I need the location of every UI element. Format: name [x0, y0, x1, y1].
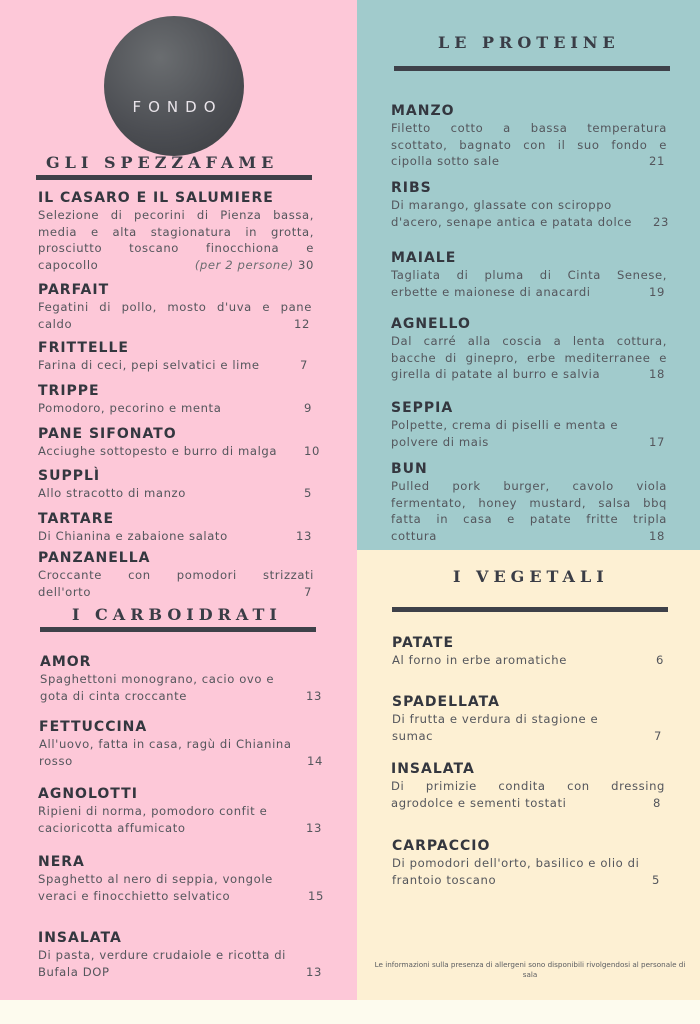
menu-item [38, 189, 314, 273]
item-description: d'acero, senape antica e patata dolce [391, 214, 632, 229]
item-name: AGNOLOTTI [38, 786, 138, 802]
section-title-vegetali: I VEGETALI [453, 567, 609, 586]
item-price: 12 [294, 316, 310, 331]
menu-item [38, 510, 314, 545]
item-description: cipolla sotto sale [391, 154, 500, 169]
menu-item [391, 460, 667, 544]
item-price: 23 [653, 214, 669, 229]
bottom-strip [0, 1000, 700, 1024]
menu-item [38, 929, 322, 980]
item-description: fermentato, honey mustard, salsa bbq [391, 495, 667, 510]
menu-item [38, 467, 314, 502]
item-description: capocollo [38, 257, 99, 272]
item-description: cacioricotta affumicato [38, 820, 186, 835]
item-price: 5 [304, 486, 312, 500]
item-name: PARFAIT [38, 282, 110, 298]
menu-item [38, 549, 314, 600]
item-price: 5 [652, 872, 660, 887]
menu-item [38, 425, 320, 460]
item-last-line [391, 284, 667, 301]
item-name: CARPACCIO [392, 838, 491, 854]
item-name: FRITTELLE [38, 340, 129, 356]
menu-item [40, 653, 322, 704]
menu-item [391, 315, 667, 383]
menu-item [38, 382, 314, 417]
item-description: Pomodoro, pecorino e menta [38, 401, 222, 415]
item-price: 13 [296, 529, 312, 543]
item-description: sumac [392, 728, 434, 743]
item-last-line [38, 820, 322, 837]
item-price: 10 [304, 444, 320, 458]
item-last-line [39, 753, 323, 770]
item-price: 8 [653, 795, 661, 810]
item-description: Tagliata di pluma di Cinta Senese, [391, 268, 667, 282]
menu-item [392, 634, 666, 669]
section-title-spezzafame: GLI SPEZZAFAME [46, 153, 279, 172]
item-description: fatta in casa e patate fritte tripla [391, 512, 667, 527]
item-price: 13 [306, 820, 322, 835]
menu-item [391, 249, 667, 300]
item-description: erbette e maionese di anacardi [391, 284, 591, 299]
item-last-line [38, 584, 314, 601]
item-name: AMOR [40, 654, 92, 670]
item-name: PANE SIFONATO [38, 426, 177, 442]
item-description: Polpette, crema di piselli e menta e [391, 418, 619, 432]
allergen-note: Le informazioni sulla presenza di allergeni sono disponibili rivolgendosi al personale di sala [374, 960, 686, 979]
item-last-line [391, 795, 665, 812]
item-description: Bufala DOP [38, 964, 110, 979]
item-description: Allo stracotto di manzo [38, 486, 186, 500]
item-description: Dal carré alla coscia a lenta cottura, [391, 334, 667, 348]
section-title-proteine: LE PROTEINE [438, 33, 620, 52]
item-description: cottura [391, 528, 437, 543]
item-last-line [392, 872, 666, 889]
item-description: Filetto cotto a bassa temperatura [391, 121, 667, 135]
item-last-line [38, 400, 314, 417]
item-description: girella di patate al burro e salvia [391, 367, 601, 382]
item-price: 30 [298, 257, 314, 272]
item-description: Di pasta, verdure crudaiole e ricotta di [38, 948, 286, 962]
item-description: agrodolce e sementi tostati [391, 795, 567, 810]
item-name: FETTUCCINA [39, 719, 148, 735]
item-description: Di frutta e verdura di stagione e [392, 712, 599, 726]
item-description: Di pomodori dell'orto, basilico e olio di [392, 856, 640, 870]
menu-item [391, 102, 667, 170]
item-name: INSALATA [391, 761, 475, 777]
menu-item [38, 785, 322, 836]
item-description: Croccante con pomodori strizzati [38, 568, 314, 582]
item-description: Pulled pork burger, cavolo viola [391, 479, 667, 493]
item-price: 17 [649, 434, 665, 449]
item-description: Spaghettoni monograno, cacio ovo e [40, 672, 275, 686]
item-description: caldo [38, 316, 73, 331]
item-last-line [38, 316, 312, 333]
item-last-line [38, 257, 314, 274]
menu-item [39, 718, 323, 769]
item-description: prosciutto toscano finocchiona e [38, 241, 314, 256]
item-name: PANZANELLA [38, 550, 151, 566]
item-last-line [38, 357, 312, 374]
item-description: scottato, bagnato con il suo fondo e [391, 137, 667, 152]
item-price: 6 [656, 653, 664, 667]
item-price: 15 [308, 888, 324, 903]
item-price: 18 [649, 367, 665, 382]
menu-item [38, 281, 312, 332]
menu-item [38, 339, 312, 374]
item-note: (per 2 persone) [194, 257, 294, 272]
item-description: Acciughe sottopesto e burro di malga [38, 444, 278, 458]
item-price: 7 [654, 728, 662, 743]
item-price: 13 [306, 964, 322, 979]
item-description: Ripieni di norma, pomodoro confit e [38, 804, 268, 818]
menu-item [391, 760, 665, 811]
item-last-line [38, 443, 320, 460]
item-last-line [391, 434, 667, 451]
menu-item [392, 837, 666, 888]
item-price: 19 [649, 284, 665, 299]
item-name: NERA [38, 854, 85, 870]
item-last-line [391, 153, 667, 170]
item-price: 18 [649, 528, 665, 543]
item-description: All'uovo, fatta in casa, ragù di Chianina [39, 737, 292, 751]
item-name: SEPPIA [391, 400, 454, 416]
item-name: SPADELLATA [392, 694, 500, 710]
item-last-line [38, 964, 322, 981]
item-description: bacche di ginepro, erbe mediterranee e [391, 350, 667, 365]
item-description: Al forno in erbe aromatiche [392, 653, 567, 667]
item-description: veraci e finocchietto selvatico [38, 888, 231, 903]
item-name: INSALATA [38, 930, 122, 946]
menu-item [391, 399, 667, 450]
item-description: frantoio toscano [392, 872, 497, 887]
item-description: Selezione di pecorini di Pienza bassa, [38, 208, 314, 222]
item-name: RIBS [391, 180, 432, 196]
item-price: 9 [304, 401, 312, 415]
item-name: AGNELLO [391, 316, 471, 332]
item-price: 13 [306, 688, 322, 703]
item-name: TARTARE [38, 511, 115, 527]
item-name: MAIALE [391, 250, 457, 266]
section-title-carboidrati: I CARBOIDRATI [72, 605, 282, 624]
menu-item [391, 179, 669, 230]
item-name: IL CASARO E IL SALUMIERE [38, 190, 274, 206]
item-description: Di marango, glassate con sciroppo [391, 198, 612, 212]
item-description: Spaghetto al nero di seppia, vongole [38, 872, 273, 886]
menu-item [392, 693, 666, 744]
item-price: 21 [649, 154, 665, 169]
item-name: MANZO [391, 103, 455, 119]
item-description: Farina di ceci, pepi selvatici e lime [38, 358, 260, 372]
item-description: gota di cinta croccante [40, 688, 187, 703]
item-description: dell'orto [38, 584, 92, 599]
item-description: rosso [39, 753, 73, 768]
item-name: BUN [391, 461, 428, 477]
section-divider [394, 66, 670, 71]
section-divider [392, 607, 668, 612]
item-price: 7 [304, 584, 312, 599]
item-last-line [38, 528, 314, 545]
item-last-line [38, 888, 324, 905]
item-description: polvere di mais [391, 434, 489, 449]
menu-item [38, 853, 324, 904]
item-price: 14 [307, 753, 323, 768]
item-price: 7 [300, 358, 308, 372]
section-divider [40, 627, 316, 632]
item-last-line [391, 528, 667, 545]
item-description: Di Chianina e zabaione salato [38, 529, 228, 543]
logo [104, 16, 244, 156]
item-description: media e alta stagionatura in grotta, [38, 224, 314, 239]
item-last-line [392, 652, 666, 669]
section-divider [36, 175, 312, 180]
item-last-line [40, 688, 322, 705]
item-last-line [391, 214, 669, 231]
item-last-line [392, 728, 666, 745]
item-name: PATATE [392, 635, 455, 651]
item-last-line [38, 485, 314, 502]
item-description: Di primizie condita con dressing [391, 779, 665, 793]
item-description: Fegatini di pollo, mosto d'uva e pane [38, 300, 312, 314]
item-name: SUPPLÌ [38, 468, 101, 484]
item-name: TRIPPE [38, 383, 100, 399]
logo-text: FONDO [132, 98, 223, 116]
item-last-line [391, 366, 667, 383]
